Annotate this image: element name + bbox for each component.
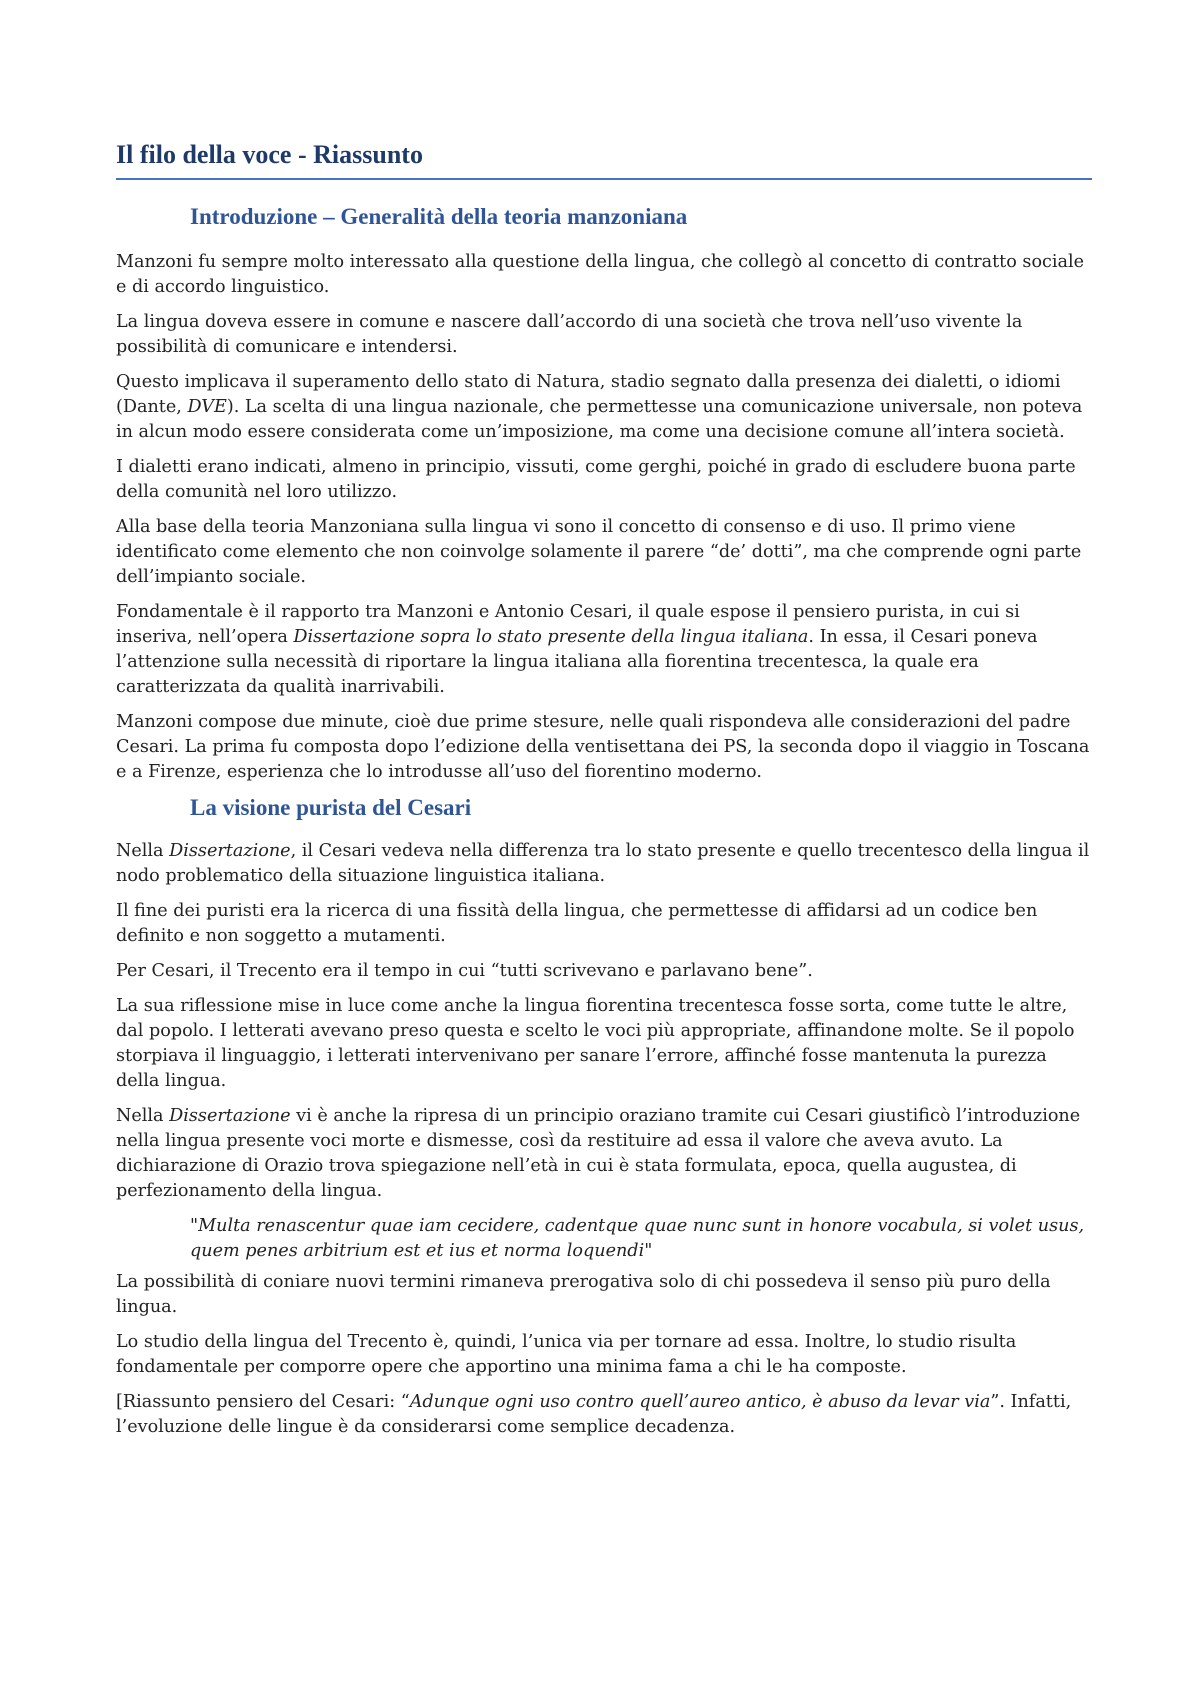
paragraph-text: . In essa, il Cesari poneva l’attenzione sulla necessità di riportare la lingua italiana alla fiorentina trecentesca, la quale era caratterizzata da qualità inarrivabili. xyxy=(116,627,1038,697)
italic-title: DVE xyxy=(187,397,227,417)
paragraph-text: , il Cesari vedeva nella differenza tra lo stato presente e quello trecentesco della lingua il nodo problematico della situazione linguistica italiana. xyxy=(116,841,1090,886)
paragraph-text: Nella xyxy=(116,1106,170,1126)
paragraph: Il fine dei puristi era la ricerca di una fissità della lingua, che permettesse di affidarsi ad un codice ben definito e non soggetto a mutamenti. xyxy=(116,901,1038,946)
paragraph: La sua riflessione mise in luce come anche la lingua fiorentina trecentesca fosse sorta, come tutte le altre, dal popolo. I letterati avevano preso questa e scelto le voci più appropriate, affinandone molte. Se il popolo storpiava il linguaggio, i letterati intervenivano per sanare l’errore, affinché fosse mantenuta la purezza della lingua. xyxy=(116,996,1075,1091)
paragraph xyxy=(116,1390,1092,1440)
paragraph xyxy=(116,370,1092,445)
italic-quote: Adunque ogni uso contro quell’aureo antico, è abuso da levar via xyxy=(409,1392,991,1412)
paragraph-text: [Riassunto pensiero del Cesari: “ xyxy=(116,1392,410,1412)
paragraph xyxy=(116,839,1092,889)
paragraph: Lo studio della lingua del Trecento è, quindi, l’unica via per tornare ad essa. Inoltre, lo studio risulta fondamentale per comporre opere che apportino una minima fama a chi le ha composte. xyxy=(116,1332,1017,1377)
document-title: Il filo della voce - Riassunto xyxy=(116,140,1092,180)
paragraph: La possibilità di coniare nuovi termini rimaneva prerogativa solo di chi possedeva il senso più puro della lingua. xyxy=(116,1272,1051,1317)
italic-title: Dissertazione xyxy=(169,841,291,861)
latin-quote: "Multa renascentur quae iam cecidere, cadentque quae nunc sunt in honore vocabula, si volet usus, quem penes arbitrium est et ius et norma loquendi" xyxy=(190,1216,1085,1261)
paragraph-text: ”. Infatti, l’evoluzione delle lingue è da considerarsi come semplice decadenza. xyxy=(116,1392,1072,1437)
paragraph xyxy=(116,1104,1092,1204)
italic-title: Dissertazione sopra lo stato presente della lingua italiana xyxy=(293,627,809,647)
paragraph-text: Nella xyxy=(116,841,170,861)
paragraph: Per Cesari, il Trecento era il tempo in cui “tutti scrivevano e parlavano bene”. xyxy=(116,961,813,981)
paragraph-text: Questo implicava il superamento dello stato di Natura, stadio segnato dalla presenza dei dialetti, o idiomi (Dante, xyxy=(116,372,1061,417)
paragraph: Alla base della teoria Manzoniana sulla lingua vi sono il concetto di consenso e di uso. Il primo viene identificato come elemento che non coinvolge solamente il parere “de’ dotti”, ma che comprende ogni parte dell’impianto sociale. xyxy=(116,517,1082,587)
paragraph-text: Fondamentale è il rapporto tra Manzoni e Antonio Cesari, il quale espose il pensiero purista, in cui si inseriva, nell’opera xyxy=(116,602,1020,647)
section-heading-visione-purista: La visione purista del Cesari xyxy=(190,795,472,820)
section-heading-introduzione: Introduzione – Generalità della teoria manzoniana xyxy=(190,204,688,229)
paragraph: Manzoni compose due minute, cioè due prime stesure, nelle quali rispondeva alle considerazioni del padre Cesari. La prima fu composta dopo l’edizione della ventisettana dei PS, la seconda dopo il viaggio in Toscana e a Firenze, esperienza che lo introdusse all’uso del fiorentino moderno. xyxy=(116,712,1090,782)
paragraph: Manzoni fu sempre molto interessato alla questione della lingua, che collegò al concetto di contratto sociale e di accordo linguistico. xyxy=(116,252,1085,297)
italic-title: Dissertazione xyxy=(169,1106,291,1126)
paragraph: La lingua doveva essere in comune e nascere dall’accordo di una società che trova nell’uso vivente la possibilità di comunicare e intendersi. xyxy=(116,312,1023,357)
paragraph-text: vi è anche la ripresa di un principio oraziano tramite cui Cesari giustificò l’introduzione nella lingua presente voci morte e dismesse, così da restituire ad essa il valore che aveva avuto. La dichiarazione di Orazio trova spiegazione nell’età in cui è stata formulata, epoca, quella augustea, di perfezionamento della lingua. xyxy=(116,1106,1081,1201)
paragraph: I dialetti erano indicati, almeno in principio, vissuti, come gerghi, poiché in grado di escludere buona parte della comunità nel loro utilizzo. xyxy=(116,457,1076,502)
paragraph xyxy=(116,600,1092,700)
paragraph-text: ). La scelta di una lingua nazionale, che permettesse una comunicazione universale, non poteva in alcun modo essere considerata come un’imposizione, ma come una decisione comune all’intera società. xyxy=(116,397,1083,442)
